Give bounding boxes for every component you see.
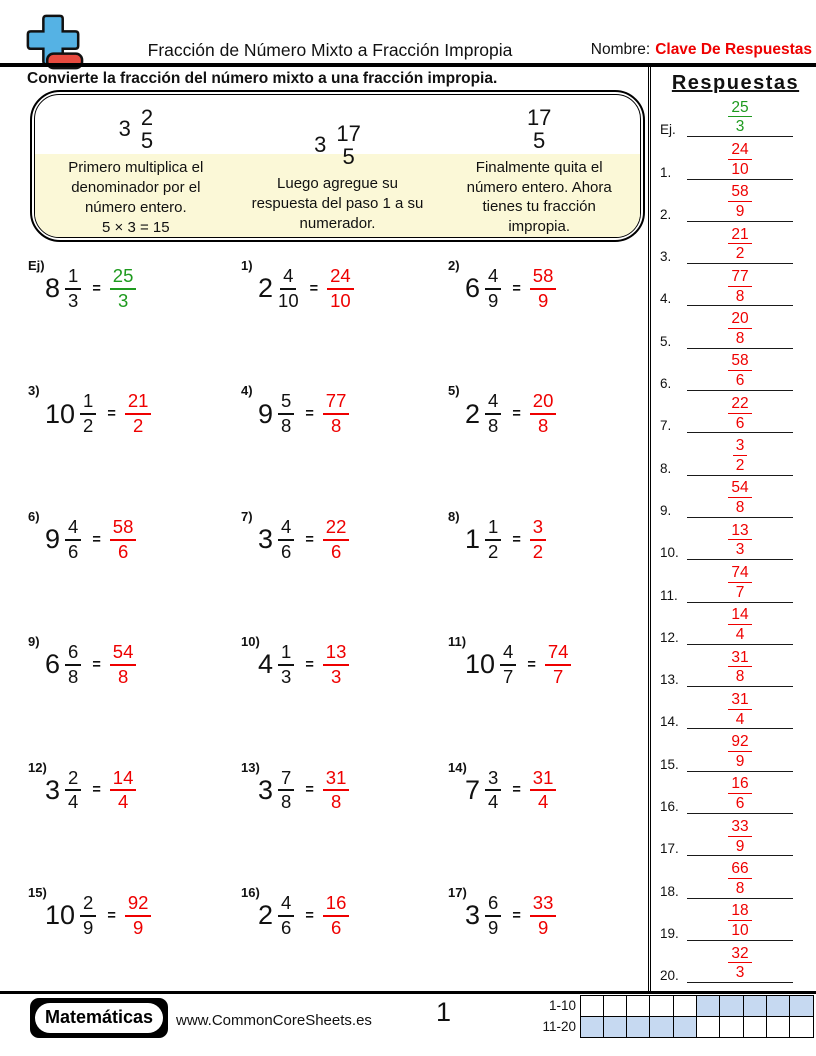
answer-fraction: $\frac{24}{10}$ <box>327 266 354 311</box>
answer-blank-line <box>687 691 793 730</box>
example-step-text: Primero multiplica el denominador por el número entero. <box>68 159 204 216</box>
mixed-fraction: $\frac{4}{9}$ <box>485 266 501 311</box>
answer-value: $\frac{31}{4}$ <box>728 691 751 729</box>
website-url: www.CommonCoreSheets.es <box>176 1012 372 1029</box>
answer-value: $\frac{14}{4}$ <box>728 606 751 644</box>
answer-number: 5. <box>660 333 672 349</box>
answer-item <box>655 814 816 856</box>
answer-number: 19. <box>660 925 679 941</box>
whole-number: 6 <box>45 649 61 680</box>
whole-number: 3 <box>258 774 274 805</box>
example-box <box>30 90 645 242</box>
answer-item <box>655 603 816 645</box>
answer-number: 15. <box>660 756 679 772</box>
answer-value: $\frac{58}{9}$ <box>728 183 751 221</box>
problem <box>241 626 448 751</box>
problem <box>448 501 648 626</box>
example-step-text: Finalmente quita el número entero. Ahora tienes tu fracción impropia. <box>466 158 612 236</box>
example-step <box>438 95 640 237</box>
problem-expression <box>258 391 349 436</box>
answer-item <box>655 772 816 814</box>
answers-panel <box>655 70 816 983</box>
equals-sign: = <box>92 656 101 673</box>
answer-value: $\frac{92}{9}$ <box>728 733 751 771</box>
problem <box>448 375 648 500</box>
whole-number: 3 <box>258 524 274 554</box>
score-cell <box>719 995 744 1017</box>
score-row <box>532 995 814 1017</box>
footer-divider <box>0 991 816 994</box>
equals-sign: = <box>512 406 521 423</box>
answer-fraction: $\frac{74}{7}$ <box>545 642 572 687</box>
answer-number: 18. <box>660 883 679 899</box>
whole-number: 9 <box>258 398 274 429</box>
problem-expression <box>45 893 151 938</box>
score-cell <box>580 995 605 1017</box>
answer-number: 2. <box>660 206 672 222</box>
problem-expression <box>45 642 136 687</box>
answer-number: 10. <box>660 545 679 561</box>
whole-number: 2 <box>258 273 274 304</box>
problem-number: 4) <box>241 383 253 399</box>
problem-expression <box>465 768 556 813</box>
answer-blank-line <box>687 141 793 180</box>
whole-number: 10 <box>45 900 76 931</box>
example-step-formula: 5 × 3 = 15 <box>102 219 170 237</box>
answer-fraction: $\frac{3}{2}$ <box>530 517 546 562</box>
mixed-fraction: $\frac{4}{8}$ <box>485 391 501 436</box>
answer-fraction: $\frac{14}{4}$ <box>110 768 137 813</box>
mixed-fraction: $\frac{1}{3}$ <box>278 642 294 687</box>
answer-fraction: $\frac{13}{3}$ <box>323 642 350 687</box>
problem-number: 5) <box>448 383 460 399</box>
answer-number: 14. <box>660 714 679 730</box>
answer-number: 1. <box>660 164 672 180</box>
answers-list <box>655 95 816 983</box>
equals-sign: = <box>92 280 101 297</box>
problem-number: 16) <box>241 884 260 900</box>
equals-sign: = <box>305 907 314 924</box>
answer-blank-line <box>687 437 793 476</box>
problems-grid <box>28 250 648 1002</box>
problem <box>28 375 241 500</box>
mixed-fraction: $\frac{4}{10}$ <box>278 265 299 311</box>
answer-key-label: Clave De Respuestas <box>655 41 812 58</box>
answer-item <box>655 560 816 602</box>
answer-item <box>655 899 816 941</box>
answer-value: $\frac{58}{6}$ <box>728 352 751 390</box>
problem <box>241 250 448 375</box>
problem-number: 15) <box>28 884 47 900</box>
problem <box>241 877 448 1002</box>
answer-blank-line <box>687 649 793 688</box>
answer-value: $\frac{74}{7}$ <box>728 564 751 602</box>
answer-number: 11. <box>660 587 678 603</box>
example-step <box>237 95 439 237</box>
problem-expression <box>258 642 349 687</box>
mixed-fraction: $\frac{3}{4}$ <box>485 768 501 813</box>
answer-item <box>655 349 816 391</box>
answer-fraction: $\frac{25}{3}$ <box>110 266 137 311</box>
answer-value: $\frac{32}{3}$ <box>728 945 751 983</box>
answer-fraction: $\frac{77}{8}$ <box>323 391 350 436</box>
mixed-fraction: $\frac{6}{8}$ <box>65 642 81 687</box>
answer-fraction: $\frac{31}{8}$ <box>323 768 350 813</box>
answer-value: $\frac{3}{2}$ <box>733 437 748 475</box>
answer-item <box>655 518 816 560</box>
example-step-text: Luego agregue su respuesta del paso 1 a su numerador. <box>251 175 424 232</box>
problem <box>28 752 241 877</box>
equals-sign: = <box>527 656 536 673</box>
whole-number: 3 <box>465 900 481 931</box>
mixed-fraction: $\frac{2}{4}$ <box>65 768 81 813</box>
score-cell <box>603 1016 628 1038</box>
equals-sign: = <box>512 907 521 924</box>
score-row <box>532 1016 814 1038</box>
score-cell <box>603 995 628 1017</box>
equals-sign: = <box>512 782 521 799</box>
answer-fraction: $\frac{16}{6}$ <box>323 893 350 938</box>
problem <box>448 752 648 877</box>
answer-item <box>655 687 816 729</box>
problem-number: 8) <box>448 508 460 524</box>
problem-expression <box>45 768 136 813</box>
whole-number: 10 <box>465 649 496 680</box>
answer-value: $\frac{20}{8}$ <box>728 310 751 348</box>
answer-item <box>655 391 816 433</box>
equals-sign: = <box>512 531 521 548</box>
mixed-fraction: $\frac{1}{2}$ <box>485 517 501 562</box>
problem-number: 14) <box>448 759 467 775</box>
name-label: Nombre: <box>590 41 651 58</box>
answer-fraction: $\frac{21}{2}$ <box>125 391 152 436</box>
answer-value: $\frac{24}{10}$ <box>728 141 751 179</box>
problem-number: 9) <box>28 634 40 650</box>
answer-blank-line <box>687 268 793 307</box>
answer-number: 3. <box>660 249 672 265</box>
score-cell <box>696 1016 721 1038</box>
answer-item <box>655 729 816 771</box>
answer-fraction: $\frac{22}{6}$ <box>323 517 350 562</box>
score-cell <box>789 1016 814 1038</box>
answer-number: 20. <box>660 968 679 984</box>
problem-number: 6) <box>28 508 40 524</box>
answer-value: $\frac{31}{8}$ <box>728 649 751 687</box>
problem <box>28 877 241 1002</box>
score-range-label: 1-10 <box>549 998 577 1013</box>
score-cell <box>743 1016 768 1038</box>
answer-value: $\frac{21}{2}$ <box>728 226 751 264</box>
problem-number: 12) <box>28 759 47 775</box>
mixed-fraction: $\frac{4}{7}$ <box>500 642 516 687</box>
answer-blank-line <box>687 99 793 138</box>
answer-item <box>655 306 816 348</box>
score-cell <box>649 1016 674 1038</box>
answer-item <box>655 645 816 687</box>
answer-blank-line <box>687 352 793 391</box>
answer-blank-line <box>687 606 793 645</box>
example-numbers: 3 17 5 <box>314 120 361 169</box>
name-row <box>591 41 812 59</box>
problem <box>448 877 648 1002</box>
answer-item <box>655 476 816 518</box>
answer-number: 17. <box>660 841 679 857</box>
answer-fraction: $\frac{31}{4}$ <box>530 768 557 813</box>
answer-item <box>655 264 816 306</box>
problem-expression <box>258 266 354 311</box>
instruction-text: Convierte la fracción del número mixto a una fracción impropia. <box>27 70 498 87</box>
example-steps <box>35 95 640 237</box>
problem-expression <box>258 893 349 938</box>
problem-expression <box>45 391 151 436</box>
whole-number: 2 <box>465 398 481 429</box>
whole-number: 4 <box>258 649 274 680</box>
answer-number: 9. <box>660 502 672 518</box>
problem-expression <box>465 391 556 436</box>
score-cell <box>766 995 791 1017</box>
example-numbers: 3 2 5 <box>118 104 154 153</box>
problem-expression <box>465 893 556 938</box>
problem-expression <box>465 266 556 311</box>
equals-sign: = <box>92 782 101 799</box>
brand-name: Matemáticas <box>35 1003 163 1033</box>
answer-fraction: $\frac{92}{9}$ <box>125 893 152 938</box>
problem <box>448 626 648 751</box>
answer-number: 4. <box>660 291 672 307</box>
answer-number: 16. <box>660 799 679 815</box>
answer-blank-line <box>687 733 793 772</box>
score-cell <box>696 995 721 1017</box>
problem-expression <box>258 517 349 562</box>
problem-expression <box>258 768 349 813</box>
equals-sign: = <box>107 907 116 924</box>
whole-number: 9 <box>45 524 61 554</box>
answer-fraction: $\frac{58}{6}$ <box>110 517 137 562</box>
score-table <box>532 995 814 1038</box>
brand-logo <box>30 998 168 1038</box>
equals-sign: = <box>305 531 314 548</box>
answer-blank-line <box>687 479 793 518</box>
whole-number: 8 <box>45 273 61 304</box>
answer-value: $\frac{13}{3}$ <box>728 522 751 560</box>
answer-item <box>655 941 816 983</box>
mixed-fraction: $\frac{7}{8}$ <box>278 768 294 813</box>
answer-value: $\frac{25}{3}$ <box>728 99 751 137</box>
problem-number: 11) <box>448 634 467 650</box>
problem <box>241 375 448 500</box>
score-cell <box>649 995 674 1017</box>
answer-blank-line <box>687 564 793 603</box>
answer-blank-line <box>687 183 793 222</box>
whole-number: 10 <box>45 398 76 429</box>
mixed-fraction: $\frac{4}{6}$ <box>65 517 81 562</box>
mixed-fraction: $\frac{2}{9}$ <box>80 893 96 938</box>
answer-number: 8. <box>660 460 672 476</box>
page-number: 1 <box>436 997 452 1027</box>
problem-number: 17) <box>448 884 467 900</box>
problem-number: Ej) <box>28 258 45 273</box>
problem <box>241 752 448 877</box>
problem-expression <box>465 642 571 687</box>
score-cell <box>789 995 814 1017</box>
problem-number: 2) <box>448 258 460 273</box>
score-cell <box>626 1016 651 1038</box>
mixed-fraction: $\frac{4}{6}$ <box>278 517 294 562</box>
score-cell <box>743 995 768 1017</box>
mixed-fraction: $\frac{1}{3}$ <box>65 266 81 311</box>
answer-value: $\frac{77}{8}$ <box>728 268 751 306</box>
answer-value: $\frac{16}{6}$ <box>728 775 751 813</box>
answer-number: Ej. <box>660 122 676 138</box>
answer-value: $\frac{33}{9}$ <box>728 818 751 856</box>
problem-number: 3) <box>28 383 40 399</box>
answer-item <box>655 856 816 898</box>
answer-blank-line <box>687 860 793 899</box>
score-cell <box>766 1016 791 1038</box>
equals-sign: = <box>305 406 314 423</box>
sidebar-divider <box>648 66 651 993</box>
whole-number: 3 <box>45 774 61 805</box>
score-cell <box>626 995 651 1017</box>
score-cell <box>580 1016 605 1038</box>
answer-item <box>655 180 816 222</box>
example-box-inner <box>34 94 641 238</box>
equals-sign: = <box>305 782 314 799</box>
score-cell <box>673 995 698 1017</box>
answer-value: $\frac{22}{6}$ <box>728 395 751 433</box>
answer-value: $\frac{66}{8}$ <box>728 860 751 898</box>
answer-number: 12. <box>660 629 679 645</box>
equals-sign: = <box>92 531 101 548</box>
answer-value: $\frac{18}{10}$ <box>728 902 751 940</box>
mixed-fraction: $\frac{4}{6}$ <box>278 893 294 938</box>
problem <box>28 501 241 626</box>
score-cell <box>673 1016 698 1038</box>
answer-fraction: $\frac{54}{8}$ <box>110 642 137 687</box>
example-numbers: 17 5 <box>526 104 552 153</box>
problem-number: 1) <box>241 258 253 273</box>
problem-expression <box>465 517 546 562</box>
mixed-fraction: $\frac{5}{8}$ <box>278 391 294 436</box>
answer-fraction: $\frac{58}{9}$ <box>530 266 557 311</box>
answer-blank-line <box>687 522 793 561</box>
page-title: Fracción de Número Mixto a Fracción Impropia <box>147 40 513 60</box>
whole-number: 6 <box>465 273 481 304</box>
equals-sign: = <box>107 406 116 423</box>
problem-number: 13) <box>241 759 260 775</box>
mixed-fraction: $\frac{6}{9}$ <box>485 893 501 938</box>
problem <box>448 250 648 375</box>
whole-number: 1 <box>465 524 481 554</box>
answer-number: 6. <box>660 376 672 392</box>
equals-sign: = <box>512 280 521 297</box>
whole-number: 2 <box>258 900 274 931</box>
score-range-label: 11-20 <box>542 1018 577 1034</box>
problem <box>28 250 241 375</box>
score-cell <box>719 1016 744 1038</box>
answer-item <box>655 433 816 475</box>
answer-number: 13. <box>660 672 679 688</box>
equals-sign: = <box>305 656 314 673</box>
problem-expression <box>45 266 136 311</box>
answers-title: Respuestas <box>671 72 800 94</box>
whole-number: 7 <box>465 774 481 805</box>
answer-blank-line <box>687 775 793 814</box>
example-step <box>35 95 237 237</box>
equals-sign: = <box>309 280 319 297</box>
answer-item <box>655 137 816 179</box>
answer-blank-line <box>687 226 793 265</box>
problem <box>241 501 448 626</box>
answer-fraction: $\frac{20}{8}$ <box>530 391 557 436</box>
answer-blank-line <box>687 818 793 857</box>
mixed-fraction: $\frac{1}{2}$ <box>80 391 96 436</box>
answer-blank-line <box>687 945 793 984</box>
answer-blank-line <box>687 395 793 434</box>
problem-expression <box>45 517 136 562</box>
answer-blank-line <box>687 902 793 941</box>
answer-item <box>655 222 816 264</box>
header-divider <box>0 63 816 67</box>
answer-value: $\frac{54}{8}$ <box>728 479 751 517</box>
answer-blank-line <box>687 310 793 349</box>
problem-number: 7) <box>241 508 253 524</box>
answer-item <box>655 95 816 137</box>
problem-number: 10) <box>241 634 260 650</box>
answer-number: 7. <box>660 418 672 434</box>
answer-fraction: $\frac{33}{9}$ <box>530 893 557 938</box>
problem <box>28 626 241 751</box>
